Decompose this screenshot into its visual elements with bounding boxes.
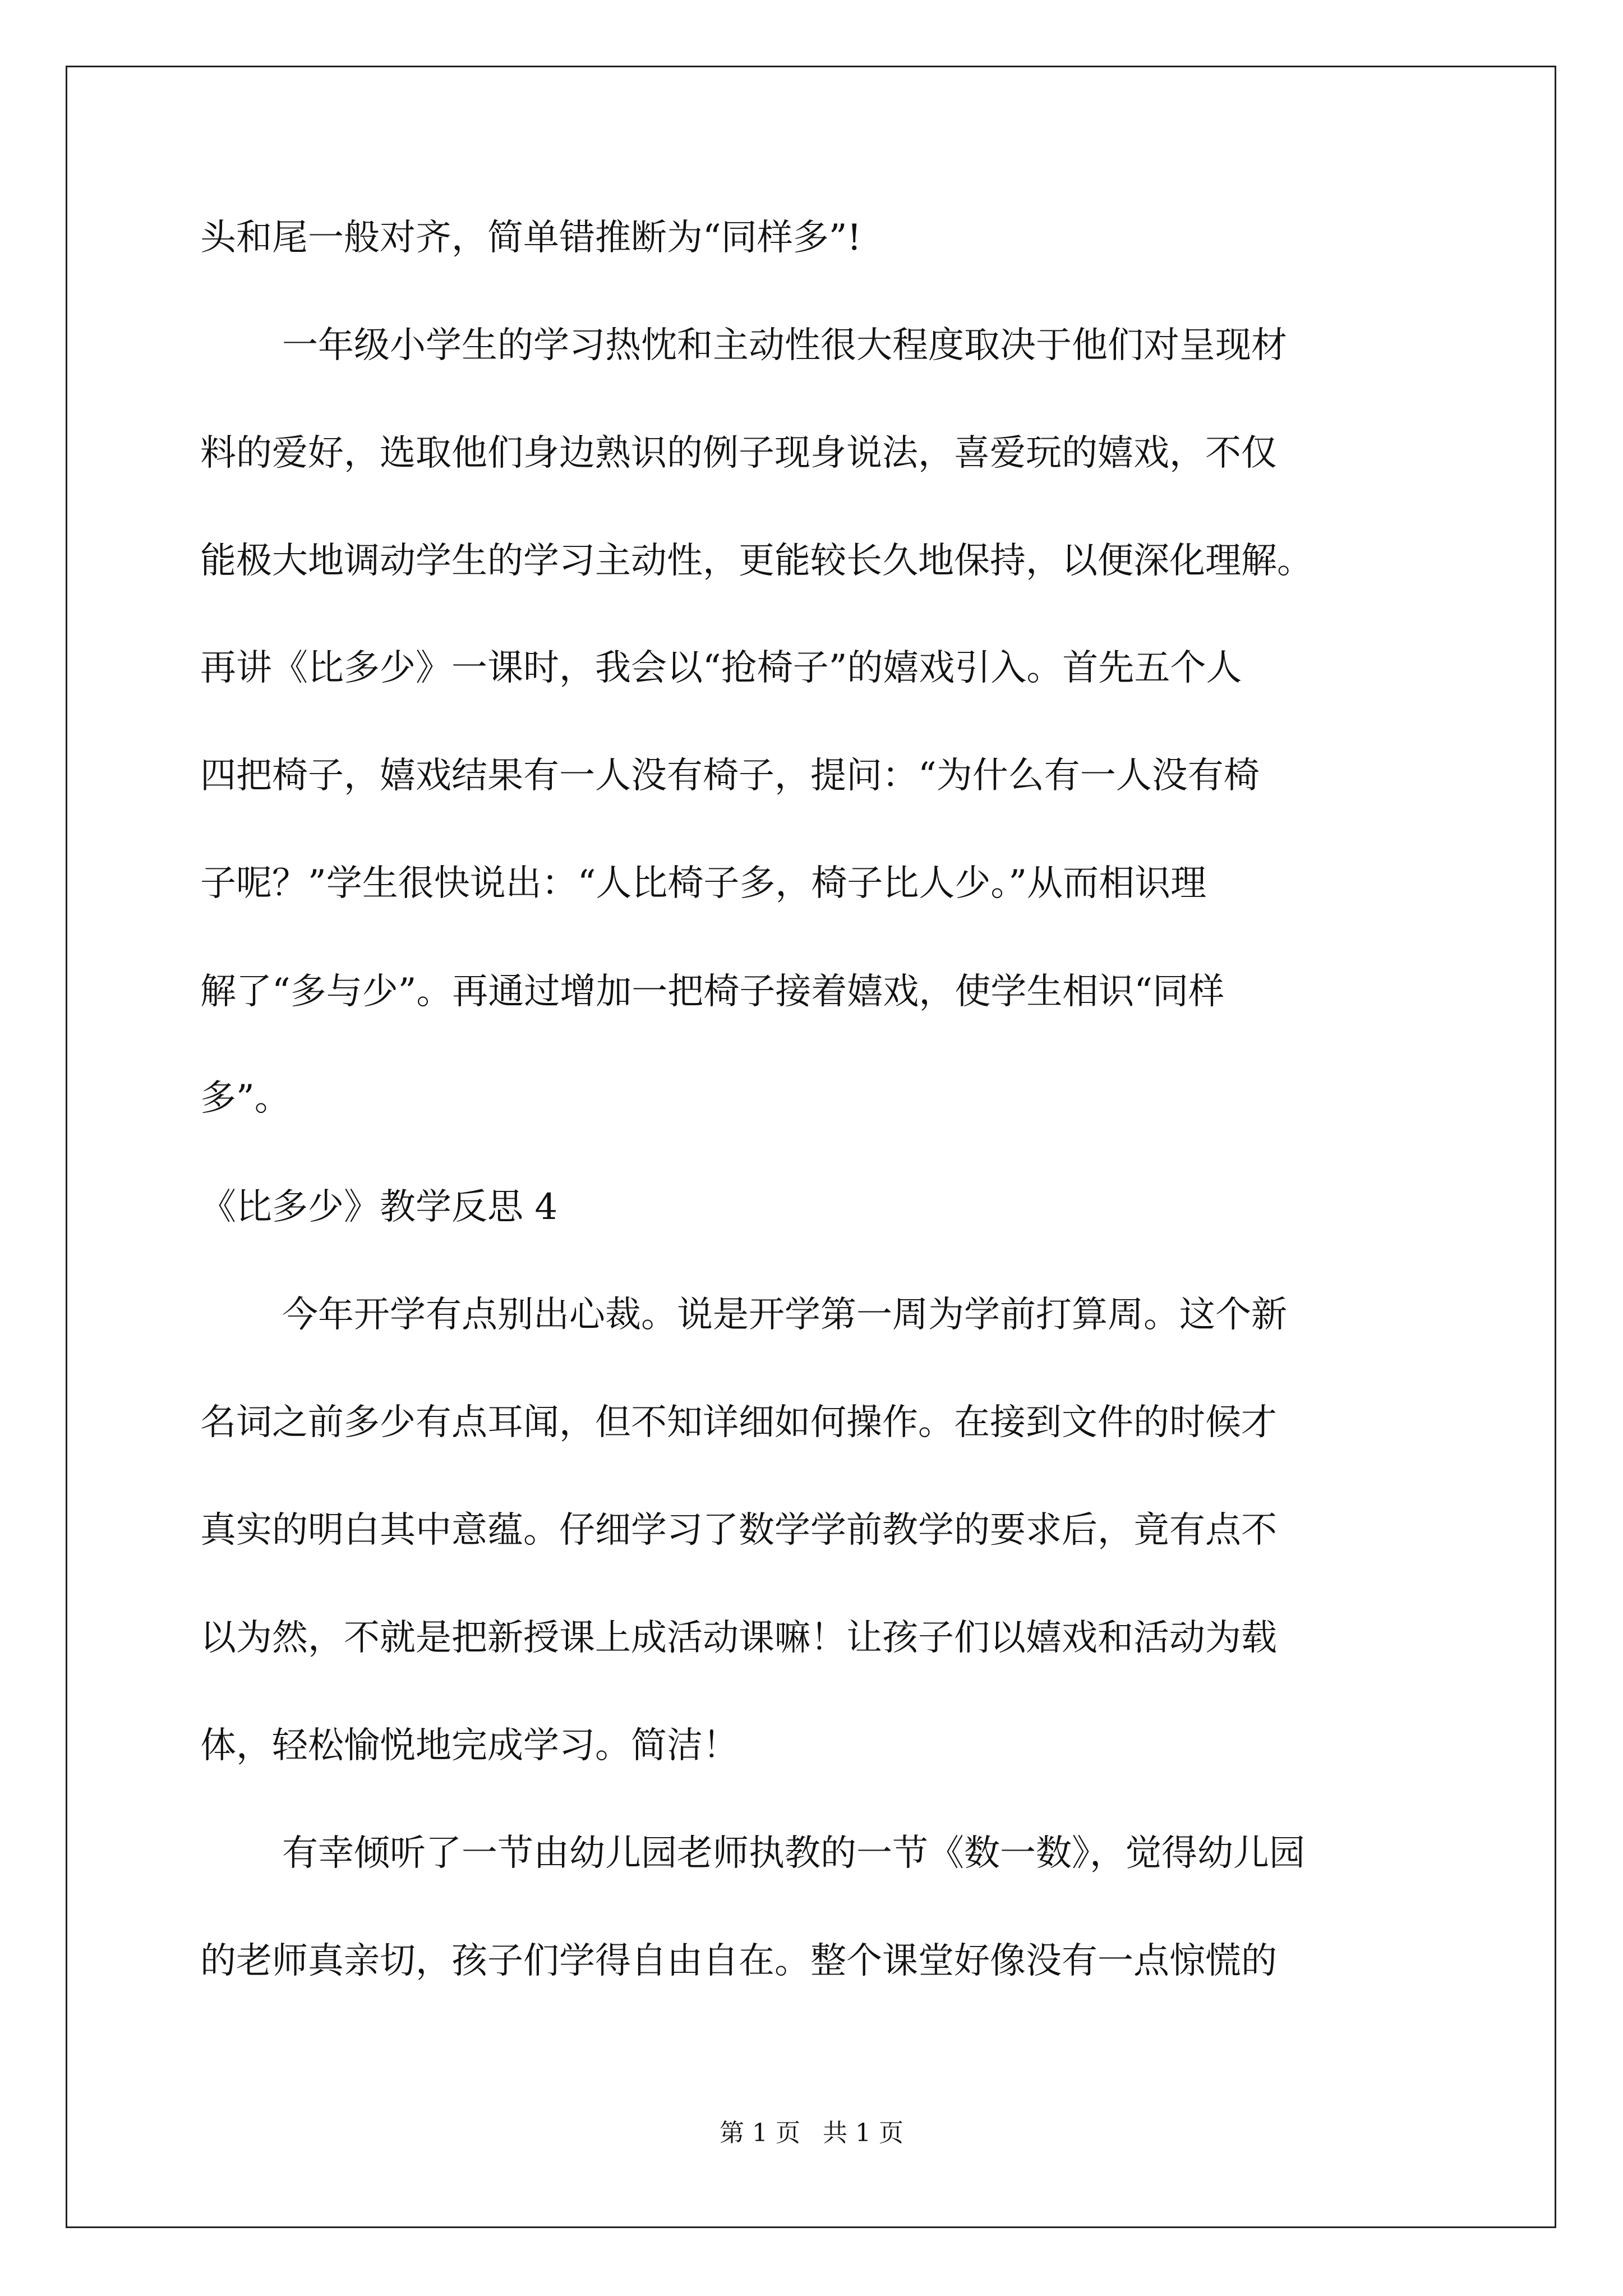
text-line: 名词之前多少有点耳闻，但不知详细如何操作。在接到文件的时候才 bbox=[200, 1402, 1277, 1443]
text-line: 能极大地调动学生的学习主动性，更能较长久地保持，以便深化理解。 bbox=[200, 540, 1313, 582]
paragraph-first-line: 今年开学有点别出心裁。说是开学第一周为学前打算周。这个新 bbox=[282, 1294, 1287, 1336]
text-line: 四把椅子，嬉戏结果有一人没有椅子，提问：“为什么有一人没有椅 bbox=[200, 755, 1260, 797]
page-total: 共 1 页 bbox=[823, 2119, 903, 2147]
text-line: 头和尾一般对齐，简单错推断为“同样多”! bbox=[200, 217, 862, 259]
page-number: 第 1 页 bbox=[720, 2119, 800, 2147]
page-footer bbox=[0, 2118, 1623, 2149]
text-line: 以为然，不就是把新授课上成活动课嘛！让孩子们以嬉戏和活动为载 bbox=[200, 1617, 1277, 1659]
text-line: 体，轻松愉悦地完成学习。简洁！ bbox=[200, 1725, 739, 1766]
text-line: 多”。 bbox=[200, 1078, 291, 1119]
text-line: 再讲《比多少》一课时，我会以“抢椅子”的嬉戏引入。首先五个人 bbox=[200, 647, 1242, 689]
paragraph-first-line: 一年级小学生的学习热忱和主动性很大程度取决于他们对呈现材 bbox=[282, 325, 1287, 366]
paragraph-first-line: 有幸倾听了一节由幼儿园老师执教的一节《数一数》，觉得幼儿园 bbox=[282, 1833, 1305, 1874]
text-line: 的老师真亲切，孩子们学得自由自在。整个课堂好像没有一点惊慌的 bbox=[200, 1940, 1277, 1982]
page-border bbox=[66, 66, 1556, 2228]
text-line: 子呢？”学生很快说出：“人比椅子多，椅子比人少。”从而相识理 bbox=[200, 863, 1207, 904]
text-line: 料的爱好，选取他们身边熟识的例子现身说法，喜爱玩的嬉戏，不仅 bbox=[200, 432, 1277, 474]
text-line: 解了“多与少”。再通过增加一把椅子接着嬉戏，使学生相识“同样 bbox=[200, 971, 1225, 1013]
text-line: 真实的明白其中意蕴。仔细学习了数学学前教学的要求后，竟有点不 bbox=[200, 1510, 1277, 1551]
section-heading: 《比多少》教学反思 4 bbox=[200, 1186, 558, 1228]
